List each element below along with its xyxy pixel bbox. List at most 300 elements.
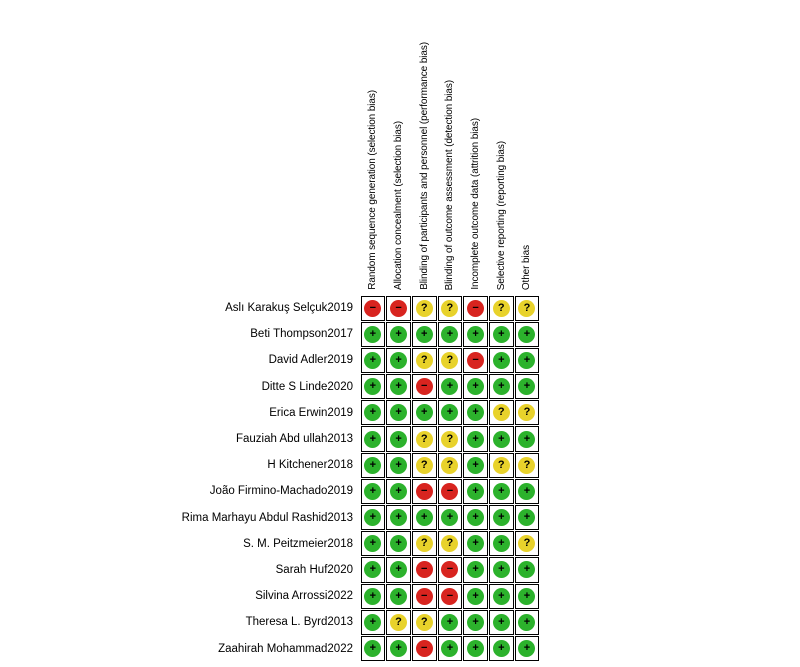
rob-cell-box bbox=[412, 531, 437, 556]
rob-cell bbox=[360, 635, 386, 661]
rob-cell-box bbox=[515, 505, 540, 530]
rob-cell bbox=[360, 583, 386, 609]
column-header-label: Allocation concealment (selection bias) bbox=[393, 121, 405, 290]
rob-cell bbox=[437, 531, 463, 557]
judgement-dot: + bbox=[390, 378, 407, 395]
judgement-dot: + bbox=[493, 326, 510, 343]
column-header bbox=[437, 13, 463, 295]
rob-cell-box bbox=[515, 557, 540, 582]
judgement-dot: + bbox=[467, 457, 484, 474]
rob-cell bbox=[488, 531, 514, 557]
judgement-dot: + bbox=[518, 326, 535, 343]
rob-cell bbox=[386, 478, 412, 504]
rob-cell bbox=[360, 557, 386, 583]
rob-cell bbox=[360, 347, 386, 373]
rob-cell-box bbox=[412, 400, 437, 425]
rob-cell-box bbox=[463, 374, 488, 399]
judgement-dot: + bbox=[441, 326, 458, 343]
rob-cell-box bbox=[515, 636, 540, 661]
rob-cell bbox=[437, 347, 463, 373]
rob-cell-box bbox=[438, 610, 463, 635]
rob-cell-box bbox=[438, 531, 463, 556]
judgement-dot: ? bbox=[416, 300, 433, 317]
rob-cell-box bbox=[438, 322, 463, 347]
rob-cell-box bbox=[412, 479, 437, 504]
rob-cell bbox=[360, 295, 386, 321]
rob-cell-box bbox=[438, 584, 463, 609]
rob-cell bbox=[411, 583, 437, 609]
rob-cell-box bbox=[361, 348, 386, 373]
column-header bbox=[463, 13, 489, 295]
study-name: H Kitchener2018 bbox=[267, 459, 353, 472]
rob-cell bbox=[386, 609, 412, 635]
judgement-dot: + bbox=[441, 378, 458, 395]
judgement-dot: + bbox=[518, 352, 535, 369]
rob-cell-box bbox=[438, 453, 463, 478]
rob-cell bbox=[437, 374, 463, 400]
rob-cell bbox=[386, 635, 412, 661]
study-name: Beti Thompson2017 bbox=[250, 328, 353, 341]
rob-cell bbox=[386, 452, 412, 478]
rob-cell-box bbox=[515, 296, 540, 321]
rob-cell-box bbox=[386, 322, 411, 347]
judgement-dot: + bbox=[416, 404, 433, 421]
judgement-dot: + bbox=[364, 483, 381, 500]
rob-cell-box bbox=[463, 322, 488, 347]
rob-cell-box bbox=[463, 505, 488, 530]
judgement-dot: − bbox=[467, 352, 484, 369]
rob-cell bbox=[360, 609, 386, 635]
rob-cell-box bbox=[463, 348, 488, 373]
judgement-dot: + bbox=[364, 535, 381, 552]
rob-cell bbox=[488, 557, 514, 583]
judgement-dot: + bbox=[493, 352, 510, 369]
judgement-dot: ? bbox=[518, 457, 535, 474]
judgement-dot: − bbox=[441, 483, 458, 500]
rob-cell bbox=[514, 583, 540, 609]
judgement-dot: + bbox=[467, 431, 484, 448]
judgement-dot: + bbox=[441, 404, 458, 421]
judgement-dot: − bbox=[416, 561, 433, 578]
rob-cell bbox=[488, 609, 514, 635]
rob-cell bbox=[437, 505, 463, 531]
rob-cell-box bbox=[489, 610, 514, 635]
judgement-dot: − bbox=[364, 300, 381, 317]
rob-cell bbox=[488, 295, 514, 321]
rob-cell bbox=[386, 557, 412, 583]
rob-cell bbox=[437, 295, 463, 321]
judgement-dot: + bbox=[518, 588, 535, 605]
rob-cell bbox=[360, 478, 386, 504]
judgement-dot: + bbox=[441, 509, 458, 526]
judgement-dot: + bbox=[518, 614, 535, 631]
rob-cell bbox=[463, 295, 489, 321]
judgement-dot: + bbox=[467, 378, 484, 395]
rob-cell bbox=[514, 478, 540, 504]
judgement-dot: + bbox=[493, 378, 510, 395]
rob-cell-box bbox=[386, 610, 411, 635]
rob-table bbox=[0, 13, 540, 662]
rob-cell-box bbox=[412, 426, 437, 451]
judgement-dot: + bbox=[364, 588, 381, 605]
rob-cell-box bbox=[361, 557, 386, 582]
column-header-label: Blinding of outcome assessment (detection bias) bbox=[444, 79, 456, 290]
rob-cell-box bbox=[489, 584, 514, 609]
judgement-dot: + bbox=[441, 640, 458, 657]
rob-cell bbox=[411, 452, 437, 478]
judgement-dot: + bbox=[364, 326, 381, 343]
rob-cell-box bbox=[515, 479, 540, 504]
rob-cell-box bbox=[515, 322, 540, 347]
judgement-dot: + bbox=[390, 588, 407, 605]
judgement-dot: + bbox=[493, 509, 510, 526]
rob-cell bbox=[360, 426, 386, 452]
rob-cell-box bbox=[489, 374, 514, 399]
rob-cell bbox=[514, 505, 540, 531]
judgement-dot: + bbox=[390, 483, 407, 500]
rob-cell bbox=[488, 321, 514, 347]
judgement-dot: ? bbox=[416, 614, 433, 631]
judgement-dot: + bbox=[364, 509, 381, 526]
rob-cell bbox=[386, 426, 412, 452]
rob-cell-box bbox=[463, 453, 488, 478]
rob-cell-box bbox=[386, 479, 411, 504]
judgement-dot: − bbox=[416, 588, 433, 605]
judgement-dot: − bbox=[416, 640, 433, 657]
rob-cell bbox=[463, 531, 489, 557]
rob-cell-box bbox=[361, 322, 386, 347]
rob-cell bbox=[514, 635, 540, 661]
rob-cell-box bbox=[361, 453, 386, 478]
rob-cell bbox=[514, 321, 540, 347]
rob-cell-box bbox=[489, 322, 514, 347]
rob-cell bbox=[488, 478, 514, 504]
rob-cell bbox=[463, 478, 489, 504]
rob-cell-box bbox=[361, 584, 386, 609]
rob-cell-box bbox=[412, 453, 437, 478]
rob-cell-box bbox=[386, 453, 411, 478]
judgement-dot: + bbox=[467, 535, 484, 552]
judgement-dot: + bbox=[467, 640, 484, 657]
rob-cell-box bbox=[515, 531, 540, 556]
judgement-dot: + bbox=[518, 431, 535, 448]
study-name: David Adler2019 bbox=[268, 354, 353, 367]
rob-cell-box bbox=[438, 636, 463, 661]
rob-cell-box bbox=[386, 636, 411, 661]
column-header-label: Blinding of participants and personnel (performance bias) bbox=[418, 42, 430, 290]
judgement-dot: ? bbox=[390, 614, 407, 631]
rob-cell bbox=[463, 609, 489, 635]
rob-cell bbox=[463, 400, 489, 426]
rob-cell bbox=[463, 557, 489, 583]
rob-cell-box bbox=[386, 348, 411, 373]
rob-cell-box bbox=[515, 610, 540, 635]
judgement-dot: ? bbox=[416, 535, 433, 552]
rob-cell bbox=[386, 347, 412, 373]
judgement-dot: ? bbox=[493, 457, 510, 474]
judgement-dot: ? bbox=[441, 300, 458, 317]
rob-cell bbox=[514, 557, 540, 583]
rob-cell-box bbox=[361, 610, 386, 635]
study-name: Theresa L. Byrd2013 bbox=[245, 616, 353, 629]
rob-cell bbox=[411, 400, 437, 426]
rob-cell-box bbox=[489, 557, 514, 582]
judgement-dot: + bbox=[493, 640, 510, 657]
rob-cell-box bbox=[515, 374, 540, 399]
rob-cell bbox=[411, 505, 437, 531]
judgement-dot: ? bbox=[441, 431, 458, 448]
rob-cell bbox=[463, 505, 489, 531]
study-name: Fauziah Abd ullah2013 bbox=[235, 433, 353, 446]
rob-cell bbox=[360, 374, 386, 400]
rob-cell bbox=[463, 321, 489, 347]
rob-cell bbox=[514, 531, 540, 557]
rob-cell bbox=[488, 374, 514, 400]
judgement-dot: ? bbox=[416, 352, 433, 369]
rob-cell-box bbox=[438, 505, 463, 530]
rob-cell bbox=[411, 321, 437, 347]
judgement-dot: + bbox=[441, 614, 458, 631]
rob-cell bbox=[386, 321, 412, 347]
judgement-dot: − bbox=[416, 483, 433, 500]
rob-cell-box bbox=[386, 296, 411, 321]
rob-cell bbox=[411, 295, 437, 321]
judgement-dot: + bbox=[467, 588, 484, 605]
rob-cell-box bbox=[438, 400, 463, 425]
judgement-dot: + bbox=[467, 483, 484, 500]
rob-cell-box bbox=[463, 610, 488, 635]
column-header bbox=[514, 13, 540, 295]
judgement-dot: + bbox=[467, 509, 484, 526]
rob-cell bbox=[488, 452, 514, 478]
rob-cell-box bbox=[489, 453, 514, 478]
rob-cell-box bbox=[361, 505, 386, 530]
rob-cell bbox=[411, 531, 437, 557]
rob-cell-box bbox=[463, 479, 488, 504]
rob-cell bbox=[386, 583, 412, 609]
judgement-dot: − bbox=[390, 300, 407, 317]
rob-cell bbox=[488, 505, 514, 531]
rob-cell bbox=[411, 635, 437, 661]
judgement-dot: − bbox=[441, 588, 458, 605]
rob-cell-box bbox=[386, 426, 411, 451]
rob-cell-box bbox=[515, 400, 540, 425]
judgement-dot: + bbox=[518, 640, 535, 657]
rob-cell bbox=[386, 374, 412, 400]
study-name: Zaahirah Mohammad2022 bbox=[218, 642, 353, 655]
study-name: Rima Marhayu Abdul Rashid2013 bbox=[181, 511, 353, 524]
rob-cell-box bbox=[463, 531, 488, 556]
column-header-label: Other bias bbox=[521, 244, 533, 290]
rob-cell-box bbox=[515, 453, 540, 478]
rob-cell-box bbox=[412, 322, 437, 347]
rob-cell bbox=[514, 609, 540, 635]
rob-cell bbox=[437, 400, 463, 426]
rob-cell bbox=[411, 347, 437, 373]
rob-cell-box bbox=[438, 557, 463, 582]
judgement-dot: + bbox=[364, 457, 381, 474]
rob-cell bbox=[514, 400, 540, 426]
judgement-dot: + bbox=[364, 378, 381, 395]
study-name: João Firmino-Machado2019 bbox=[209, 485, 353, 498]
rob-cell-box bbox=[463, 584, 488, 609]
judgement-dot: + bbox=[518, 378, 535, 395]
rob-cell bbox=[437, 583, 463, 609]
judgement-dot: + bbox=[390, 457, 407, 474]
rob-cell bbox=[463, 583, 489, 609]
rob-cell bbox=[360, 531, 386, 557]
rob-cell-box bbox=[463, 400, 488, 425]
rob-cell-box bbox=[463, 426, 488, 451]
judgement-dot: + bbox=[518, 561, 535, 578]
judgement-dot: + bbox=[390, 326, 407, 343]
judgement-dot: + bbox=[493, 431, 510, 448]
study-name: Erica Erwin2019 bbox=[269, 406, 353, 419]
judgement-dot: + bbox=[467, 404, 484, 421]
rob-cell-box bbox=[438, 296, 463, 321]
rob-cell bbox=[437, 478, 463, 504]
rob-cell-box bbox=[489, 400, 514, 425]
judgement-dot: + bbox=[467, 561, 484, 578]
judgement-dot: − bbox=[441, 561, 458, 578]
rob-cell-box bbox=[412, 374, 437, 399]
judgement-dot: + bbox=[364, 640, 381, 657]
rob-cell-box bbox=[412, 557, 437, 582]
rob-cell bbox=[386, 531, 412, 557]
rob-cell bbox=[463, 452, 489, 478]
rob-cell bbox=[360, 505, 386, 531]
rob-cell-box bbox=[489, 636, 514, 661]
rob-cell bbox=[488, 635, 514, 661]
judgement-dot: + bbox=[493, 561, 510, 578]
rob-cell-box bbox=[438, 374, 463, 399]
rob-cell bbox=[514, 374, 540, 400]
rob-cell-box bbox=[386, 557, 411, 582]
rob-cell-box bbox=[489, 479, 514, 504]
rob-cell bbox=[514, 347, 540, 373]
judgement-dot: + bbox=[467, 326, 484, 343]
rob-cell bbox=[411, 374, 437, 400]
column-header bbox=[386, 13, 412, 295]
judgement-dot: + bbox=[390, 640, 407, 657]
corner-spacer bbox=[0, 13, 360, 295]
rob-cell bbox=[437, 557, 463, 583]
rob-cell bbox=[411, 478, 437, 504]
rob-cell-box bbox=[361, 400, 386, 425]
rob-cell-box bbox=[438, 426, 463, 451]
rob-cell bbox=[437, 321, 463, 347]
rob-cell bbox=[411, 557, 437, 583]
rob-cell-box bbox=[386, 531, 411, 556]
rob-cell-box bbox=[515, 426, 540, 451]
rob-cell bbox=[488, 400, 514, 426]
rob-cell-box bbox=[515, 584, 540, 609]
judgement-dot: + bbox=[390, 535, 407, 552]
rob-cell-box bbox=[489, 426, 514, 451]
rob-cell-box bbox=[361, 426, 386, 451]
judgement-dot: + bbox=[493, 588, 510, 605]
judgement-dot: + bbox=[390, 352, 407, 369]
rob-cell-box bbox=[386, 584, 411, 609]
rob-cell bbox=[437, 609, 463, 635]
study-name: Sarah Huf2020 bbox=[275, 563, 353, 576]
rob-cell bbox=[514, 295, 540, 321]
rob-cell bbox=[386, 295, 412, 321]
rob-cell bbox=[437, 452, 463, 478]
rob-cell-box bbox=[412, 296, 437, 321]
rob-cell-box bbox=[412, 505, 437, 530]
judgement-dot: ? bbox=[441, 352, 458, 369]
rob-cell bbox=[360, 452, 386, 478]
rob-cell-box bbox=[361, 479, 386, 504]
rob-cell-box bbox=[361, 531, 386, 556]
judgement-dot: + bbox=[493, 535, 510, 552]
rob-cell bbox=[488, 347, 514, 373]
rob-cell bbox=[514, 452, 540, 478]
column-header-label: Selective reporting (reporting bias) bbox=[495, 140, 507, 290]
rob-cell-box bbox=[386, 374, 411, 399]
judgement-dot: − bbox=[416, 378, 433, 395]
rob-cell-box bbox=[412, 584, 437, 609]
rob-cell bbox=[360, 400, 386, 426]
judgement-dot: + bbox=[416, 326, 433, 343]
judgement-dot: ? bbox=[493, 404, 510, 421]
rob-cell-box bbox=[361, 636, 386, 661]
judgement-dot: ? bbox=[416, 431, 433, 448]
judgement-dot: + bbox=[467, 614, 484, 631]
judgement-dot: + bbox=[390, 404, 407, 421]
judgement-dot: ? bbox=[518, 300, 535, 317]
judgement-dot: ? bbox=[441, 457, 458, 474]
column-header-label: Incomplete outcome data (attrition bias) bbox=[470, 118, 482, 290]
rob-cell bbox=[488, 426, 514, 452]
judgement-dot: + bbox=[364, 404, 381, 421]
rob-cell bbox=[411, 609, 437, 635]
rob-cell-box bbox=[489, 505, 514, 530]
rob-cell-box bbox=[412, 636, 437, 661]
rob-cell-box bbox=[463, 636, 488, 661]
rob-cell bbox=[360, 321, 386, 347]
judgement-dot: − bbox=[467, 300, 484, 317]
judgement-dot: + bbox=[390, 431, 407, 448]
rob-cell-box bbox=[361, 296, 386, 321]
rob-cell-box bbox=[386, 505, 411, 530]
judgement-dot: + bbox=[518, 483, 535, 500]
column-header bbox=[411, 13, 437, 295]
study-name: Aslı Karakuş Selçuk2019 bbox=[225, 302, 353, 315]
judgement-dot: ? bbox=[518, 404, 535, 421]
judgement-dot: + bbox=[364, 352, 381, 369]
rob-cell-box bbox=[361, 374, 386, 399]
judgement-dot: + bbox=[390, 509, 407, 526]
rob-cell-box bbox=[412, 610, 437, 635]
judgement-dot: ? bbox=[441, 535, 458, 552]
study-name: Ditte S Linde2020 bbox=[261, 380, 353, 393]
rob-cell bbox=[437, 426, 463, 452]
rob-cell-box bbox=[463, 296, 488, 321]
rob-cell bbox=[514, 426, 540, 452]
rob-cell-box bbox=[438, 479, 463, 504]
study-name: Silvina Arrossi2022 bbox=[255, 590, 353, 603]
judgement-dot: + bbox=[364, 614, 381, 631]
judgement-dot: + bbox=[493, 614, 510, 631]
study-name: S. M. Peitzmeier2018 bbox=[243, 537, 353, 550]
rob-cell bbox=[411, 426, 437, 452]
rob-cell-box bbox=[463, 557, 488, 582]
rob-cell bbox=[386, 505, 412, 531]
judgement-dot: ? bbox=[416, 457, 433, 474]
rob-cell bbox=[437, 635, 463, 661]
